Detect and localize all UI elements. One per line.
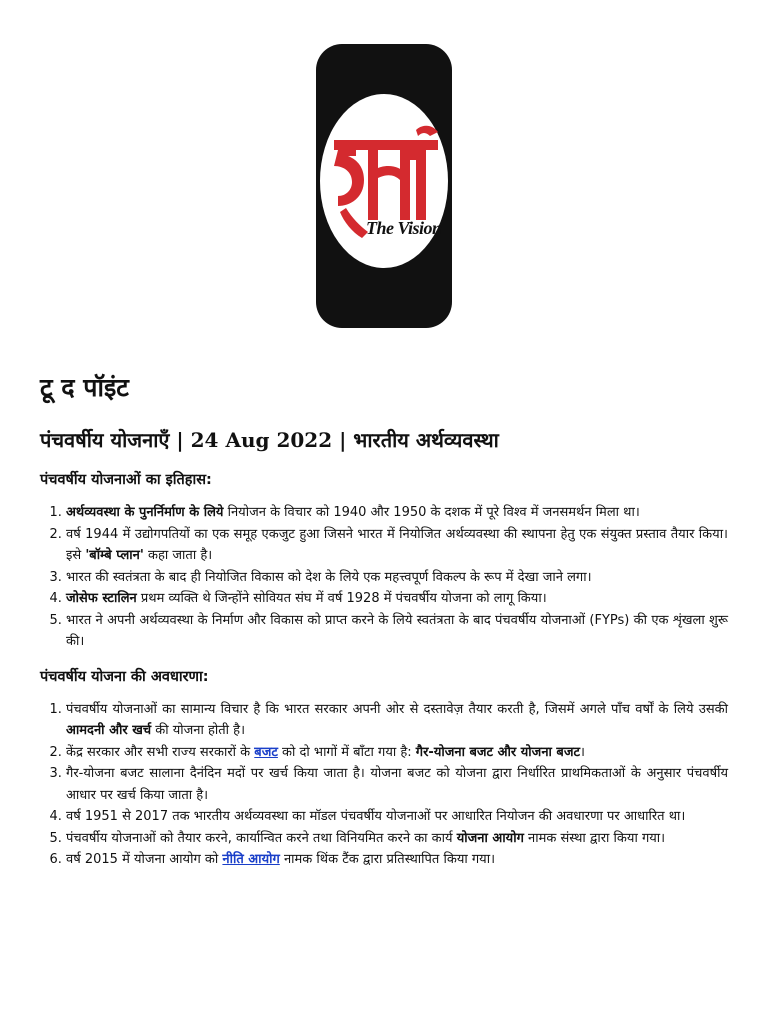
list-text: कहा जाता है। [143,548,213,563]
logo-tagline: The Vision [366,218,442,238]
list-text: पंचवर्षीय योजनाओं का सामान्य विचार है कि भारत सरकार अपनी ओर से दस्तावेज़ तैयार करती है, जिसमें अगले पाँच वर्षों के लिये उसकी [66,701,728,717]
page-title: टू द पॉइंट [40,373,129,402]
list-text: वर्ष 1944 में उद्योगपतियों का एक समूह एकजुट हुआ जिसने भारत में नियोजित अर्थव्यवस्था की स्थापना हेतु एक संयुक्त प्रस्ताव तैयार किया। इसे [66,526,728,563]
history-list [40,502,728,653]
bold-text: जोसेफ स्टालिन [66,591,137,606]
list-text: नामक संस्था द्वारा किया गया। [523,830,666,846]
list-text: भारत ने अपनी अर्थव्यवस्था के निर्माण और विकास को प्राप्त करने के लिये स्वतंत्रता के बाद पंचवर्षीय योजनाओं (FYPs) की एक शृंखला शुरू की। [66,612,728,649]
list-item [66,763,728,806]
list-item [66,610,728,653]
section-heading-concept: पंचवर्षीय योजना की अवधारणा: [40,668,209,685]
list-item [66,828,728,850]
niti-aayog-link[interactable]: नीति आयोग [222,852,280,867]
bold-text: आमदनी और खर्च [66,723,152,738]
list-text: को दो भागों में बाँटा गया है: [277,744,416,760]
list-item [66,567,728,589]
bold-text: 'बॉम्बे प्लान' [85,548,144,563]
list-text: भारत की स्वतंत्रता के बाद ही नियोजित विकास को देश के लिये एक महत्त्वपूर्ण विकल्प के रूप में देखा जाने लगा। [66,569,592,585]
concept-list [40,699,728,871]
list-text: की योजना होती है। [151,723,246,738]
list-text: । [580,744,585,760]
list-text: केंद्र सरकार और सभी राज्य सरकारों के [66,744,255,760]
bold-text: अर्थव्यवस्था के पुनर्निर्माण के लिये [66,505,224,520]
list-text: नियोजन के विचार को 1940 और 1950 के दशक में पूरे विश्व में जनसमर्थन मिला था। [223,505,640,520]
bold-text: योजना आयोग [456,830,524,846]
list-text: नामक थिंक टैंक द्वारा प्रतिस्थापित किया गया। [279,852,496,867]
list-item [66,849,728,871]
bold-text: गैर-योजना बजट और योजना बजट [415,744,581,760]
list-item [66,588,728,610]
logo-wordmark-icon [316,44,452,328]
list-item [66,524,728,567]
list-item [66,742,728,764]
list-text: गैर-योजना बजट सालाना दैनंदिन मदों पर खर्च किया जाता है। योजना बजट को योजना द्वारा निर्धारित प्राथमिकताओं के अनुसार पंचवर्षीय आधार पर खर्च किया जाता है। [66,766,728,803]
list-item [66,699,728,742]
list-text: वर्ष 1951 से 2017 तक भारतीय अर्थव्यवस्था का मॉडल पंचवर्षीय योजनाओं पर आधारित नियोजन की अवधारणा पर आधारित था। [66,809,686,824]
list-text: प्रथम व्यक्ति थे जिन्होंने सोवियत संघ में वर्ष 1928 में पंचवर्षीय योजना को लागू किया। [136,591,547,606]
logo [316,44,452,328]
list-item [66,806,728,828]
list-text: वर्ष 2015 में योजना आयोग को [66,852,223,867]
section-heading-history: पंचवर्षीय योजनाओं का इतिहास: [40,472,212,488]
budget-link[interactable]: बजट [254,744,278,760]
list-text: पंचवर्षीय योजनाओं को तैयार करने, कार्यान्वित करने तथा विनियमित करने का कार्य [66,830,457,846]
page-subtitle: पंचवर्षीय योजनाएँ | 24 Aug 2022 | भारतीय अर्थव्यवस्था [40,428,499,452]
document-body [40,368,728,871]
list-item [66,502,728,524]
